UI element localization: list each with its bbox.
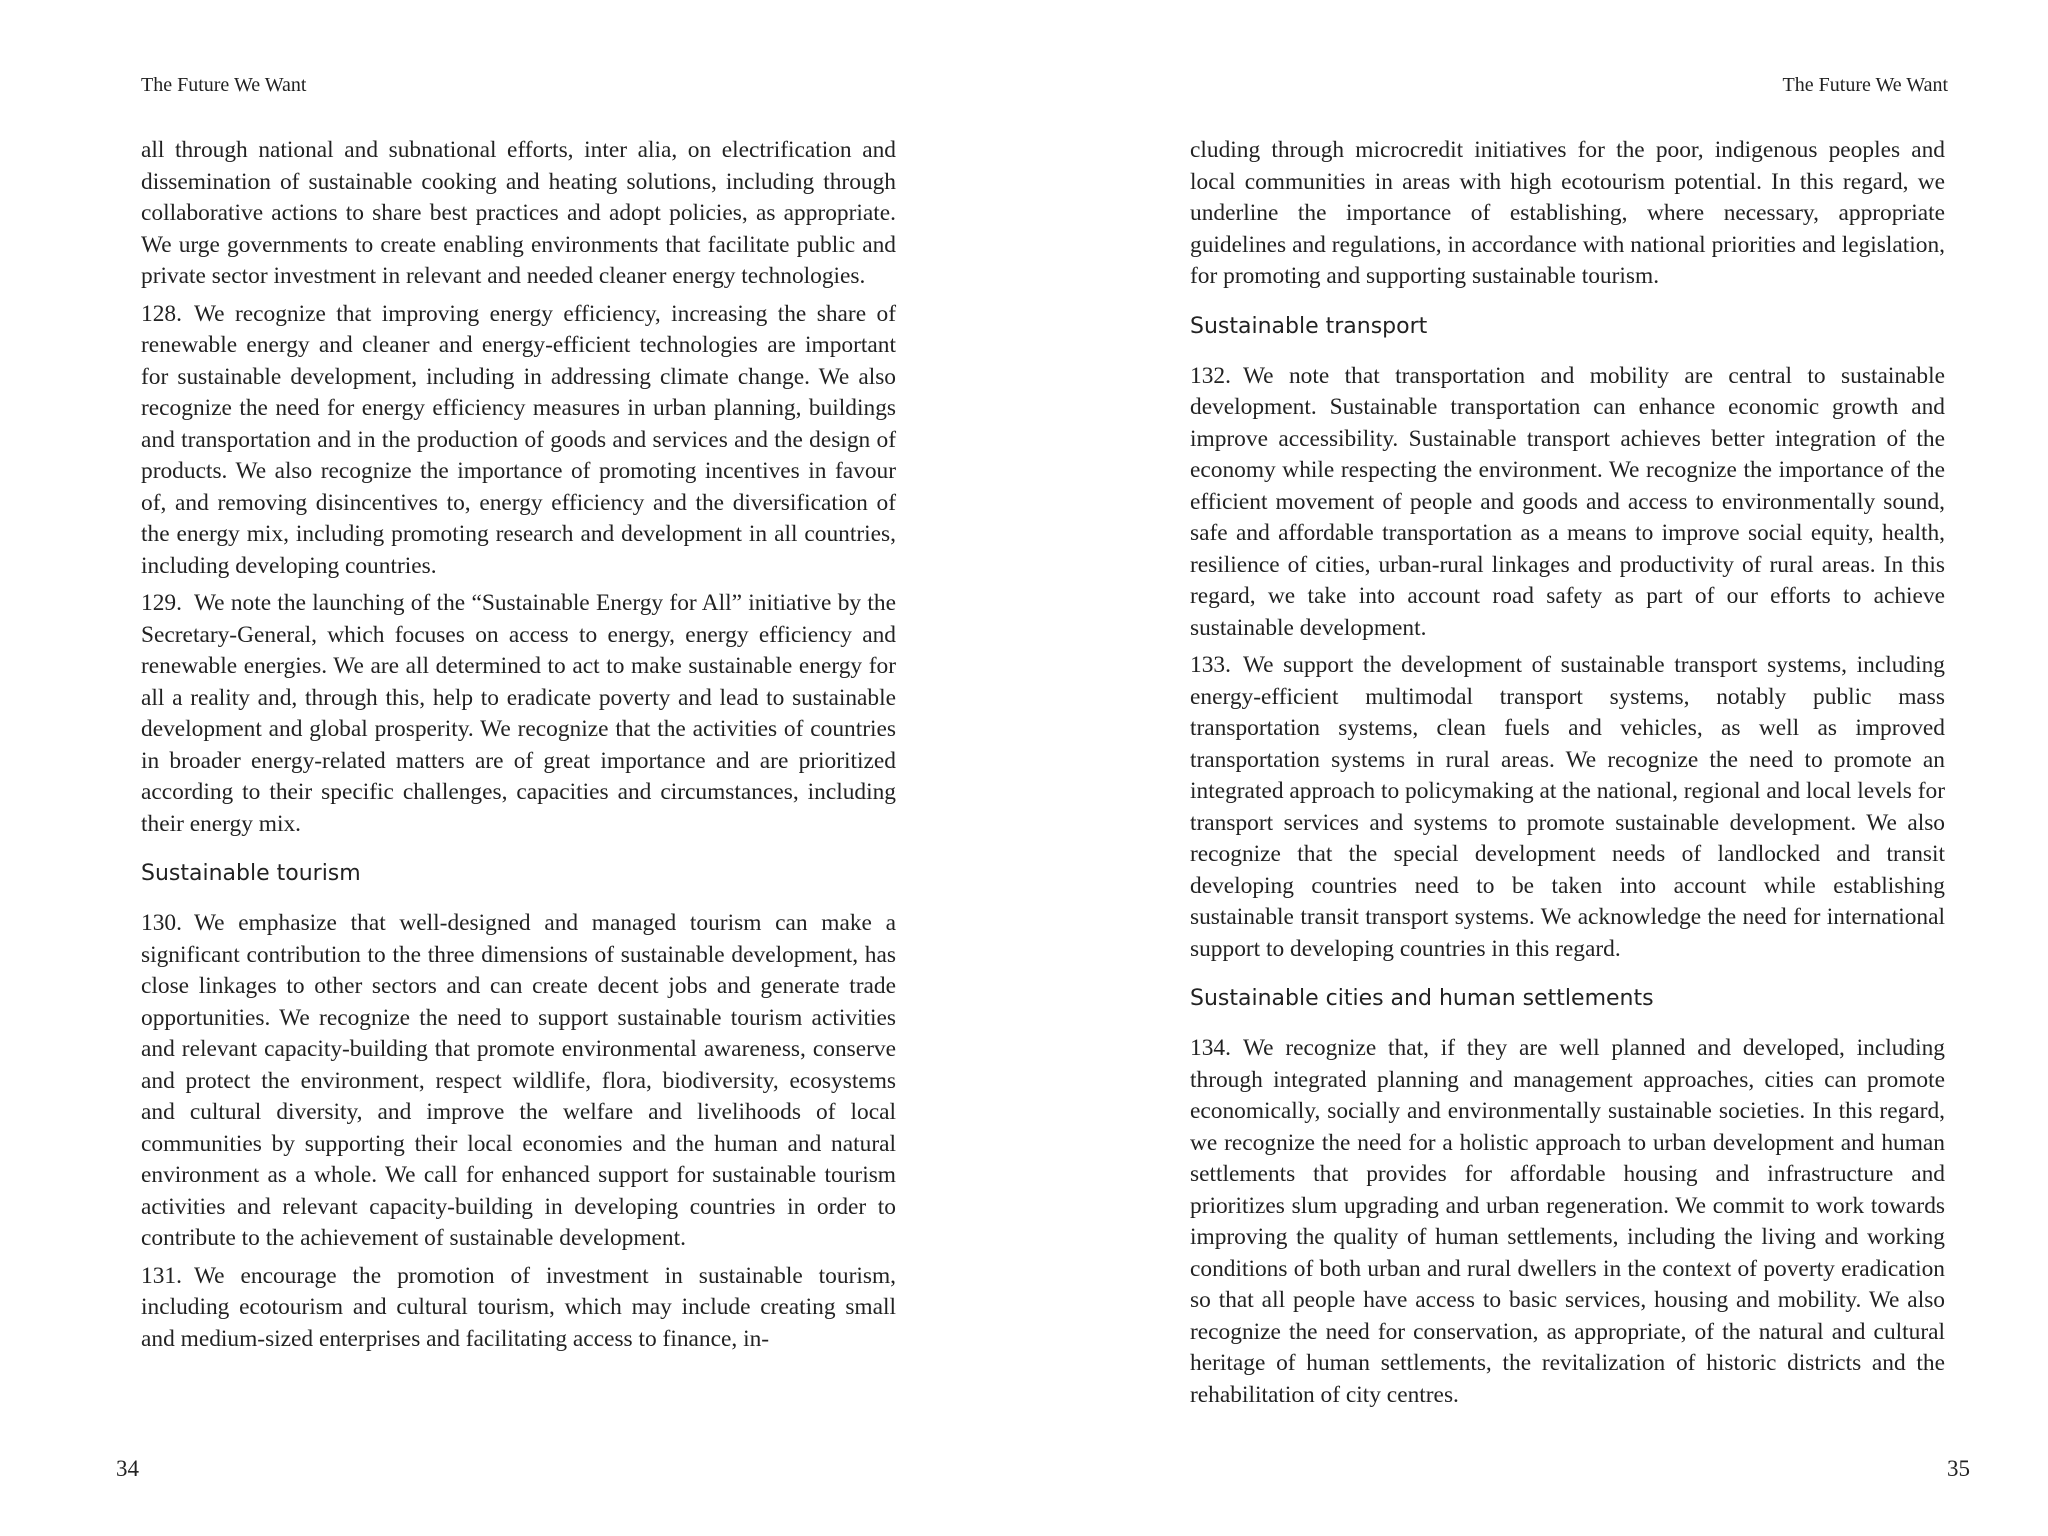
- running-head: The Future We Want: [1782, 74, 1948, 96]
- section-heading-tourism: Sustainable tourism: [141, 861, 361, 886]
- paragraph-number: 131.: [141, 1262, 182, 1289]
- paragraph-text: We recognize that, if they are well planned and developed, including through integrated planning and management approaches, cities can promote economically, socially and environmentally sustainable societies. In this regard, we recognize the need for a holistic approach to urban development and human settlements that provides for affordable housing and infrastructure and prioritizes slum upgrading and urban regeneration. We commit to work towards improving the quality of human settlements, including the living and working conditions of both urban and rural dwellers in the context of poverty eradication so that all people have access to basic services, housing and mobility. We also recognize the need for conservation, as appropriate, of the natural and cultural heritage of human settlements, the revitalization of historic districts and the rehabilitation of city centres.: [1190, 1035, 1945, 1408]
- paragraph-number: 128.: [141, 300, 182, 327]
- section-heading-transport: Sustainable transport: [1190, 313, 1428, 339]
- paragraph-number: 134.: [1190, 1035, 1231, 1061]
- paragraph-text: We encourage the promotion of investment in sustainable tourism, including ecotourism and cultural tourism, which may include creating small and medium-sized enterprises and facilitating access to finance, in-: [141, 1262, 896, 1352]
- right-text-block: [1190, 135, 1945, 1417]
- paragraph-number: 133.: [1190, 652, 1231, 678]
- paragraph-continuation: [1190, 135, 1945, 293]
- page-number: 34: [116, 1456, 139, 1481]
- paragraph-text: We support the development of sustainable transport systems, including energy-efficient multimodal transport systems, notably public mass transportation systems, clean fuels and vehicles, as well as improved transportation systems in rural areas. We recognize the need to promote an integrated approach to policymaking at the national, regional and local levels for transport services and systems to promote sustainable development. We also recognize that the special development needs of landlocked and transit developing countries need to be taken into account while establishing sustainable transit transport systems. We acknowledge the need for international support to developing countries in this regard.: [1190, 652, 1945, 962]
- section-heading-cities: Sustainable cities and human settlements: [1190, 986, 1654, 1011]
- paragraph-text: all through national and subnational efforts, inter alia, on electrification and dissemination of sustainable cooking and heating solutions, including through collaborative actions to share best practices and adopt policies, as appropriate. We urge governments to create enabling environments that facilitate public and private sector investment in relevant and needed cleaner energy technologies.: [141, 137, 896, 289]
- right-page: [1024, 0, 2048, 1536]
- paragraph-131: [141, 1261, 896, 1356]
- paragraph-text: We emphasize that well-designed and managed tourism can make a significant contribution to the three dimensions of sustainable development, has close linkages to other sectors and can create decent jobs and generate trade opportunities. We recognize the need to support sustainable tourism activities and relevant capacity-building that promote environmental awareness, conserve and protect the environment, respect wildlife, flora, biodiversity, ecosystems and cultural diversity, and improve the welfare and livelihoods of local communities by supporting their local economies and the human and natural environment as a whole. We call for enhanced support for sustainable tourism activities and relevant capacity-building in developing countries in order to contribute to the achievement of sustainable development.: [141, 910, 896, 1251]
- paragraph-number: 130.: [141, 910, 182, 936]
- paragraph-129: [141, 588, 896, 840]
- left-text-block: [141, 135, 896, 1361]
- paragraph-133: [1190, 650, 1945, 965]
- paragraph-text: We note that transportation and mobility are central to sustainable development. Sustainable transportation can enhance economic growth and improve accessibility. Sustainable transport achieves better integration of the economy while respecting the environment. We recognize the importance of the efficient movement of people and goods and access to environmentally sound, safe and affordable transportation as a means to improve social equity, health, resilience of cities, urban-rural linkages and productivity of rural areas. In this regard, we take into account road safety as part of our efforts to achieve sustainable development.: [1190, 362, 1945, 641]
- paragraph-number: 129.: [141, 590, 182, 616]
- page-number: 35: [1947, 1456, 1970, 1481]
- paragraph-text: We note the launching of the “Sustainable Energy for All” initiative by the Secretary-General, which focuses on access to energy, energy efficiency and renewable energies. We are all determined to act to make sustainable energy for all a reality and, through this, help to eradicate poverty and lead to sustainable development and global prosperity. We recognize that the activities of countries in broader energy-related matters are of great importance and are prioritized according to their specific challenges, capacities and circumstances, including their energy mix.: [141, 590, 896, 837]
- paragraph-130: [141, 908, 896, 1255]
- paragraph-text: We recognize that improving energy efficiency, increasing the share of renewable energy and cleaner and energy-efficient technologies are important for sustainable development, including in addressing climate change. We also recognize the need for energy efficiency measures in urban planning, buildings and transportation and in the production of goods and services and the design of products. We also recognize the importance of promoting incentives in favour of, and removing disincentives to, energy efficiency and the diversification of the energy mix, including promoting research and development in all countries, including developing countries.: [141, 300, 896, 579]
- paragraph-132: [1190, 361, 1945, 645]
- paragraph-text: cluding through microcredit initiatives for the poor, indigenous peoples and local communities in areas with high ecotourism potential. In this regard, we underline the importance of establishing, where necessary, appropriate guidelines and regulations, in accordance with national priorities and legislation, for promoting and supporting sustainable tourism.: [1190, 137, 1945, 289]
- running-head: The Future We Want: [141, 74, 307, 96]
- paragraph-128: [141, 299, 896, 583]
- paragraph-134: [1190, 1033, 1945, 1411]
- paragraph-continuation: [141, 135, 896, 293]
- paragraph-number: 132.: [1190, 362, 1231, 389]
